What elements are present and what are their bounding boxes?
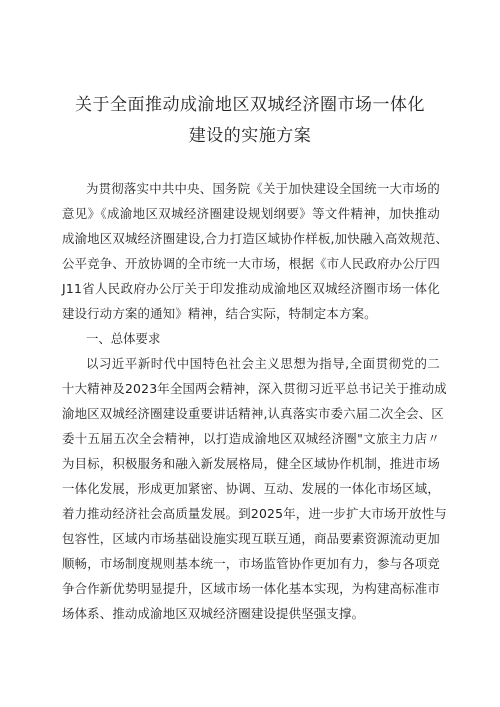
section-paragraph-line: 委十五届五次全会精神，以打造成渝地区双城经济圈"文旅主力店〃 — [62, 431, 440, 446]
intro-paragraph-line: 意见》《成渝地区双城经济圈建设规划纲要》等文件精神，加快推动 — [62, 206, 440, 221]
section-paragraph-line: 十大精神及2023年全国两会精神，深入贯彻习近平总书记关于推动成 — [62, 381, 447, 396]
section-paragraph-line: 场体系、推动成渝地区双城经济圈建设提供坚强支撑。 — [62, 606, 365, 621]
section-paragraph-line: 顺畅，市场制度规则基本统一，市场监管协作更加有力，参与各项竞 — [62, 556, 440, 571]
section-paragraph-line: 着力推动经济社会高质量发展。到2025年，进一步扩大市场开放性与 — [62, 506, 447, 521]
intro-paragraph-line: 公平竞争、开放协调的全市统一大市场，根据《市人民政府办公厅四 — [62, 256, 440, 271]
section-heading: 一、总体要求 — [86, 331, 161, 346]
section-paragraph-line: 以习近平新时代中国特色社会主义思想为指导,全面贯彻党的二 — [86, 356, 440, 371]
document-title-line-2: 建设的实施方案 — [188, 126, 312, 146]
intro-paragraph-line: 成渝地区双城经济圈建设,合力打造区域协作样板,加快融入高效规范、 — [62, 231, 448, 246]
section-paragraph-line: 争合作新优势明显提升，区域市场一体化基本实现，为构建高标准市 — [62, 581, 440, 596]
document-title-line-1: 关于全面推动成渝地区双城经济圈市场一体化 — [75, 95, 425, 115]
section-paragraph-line: 一体化发展，形成更加紧密、协调、互动、发展的一体化市场区域， — [62, 481, 440, 496]
intro-paragraph-line: J11省人民政府办公厅关于印发推动成渝地区双城经济圈市场一体化 — [62, 281, 440, 296]
section-paragraph-line: 为目标，积极服务和融入新发展格局，健全区域协作机制，推进市场 — [62, 456, 440, 471]
intro-paragraph-line: 为贯彻落实中共中央、国务院《关于加快建设全国统一大市场的 — [86, 181, 440, 196]
section-paragraph-line: 包容性，区域内市场基础设施实现互联互通，商品要素资源流动更加 — [62, 531, 440, 546]
intro-paragraph-line: 建设行动方案的通知》精神，结合实际，特制定本方案。 — [62, 306, 377, 321]
section-paragraph-line: 渝地区双城经济圈建设重要讲话精神,认真落实市委六届二次全会、区 — [62, 406, 444, 421]
